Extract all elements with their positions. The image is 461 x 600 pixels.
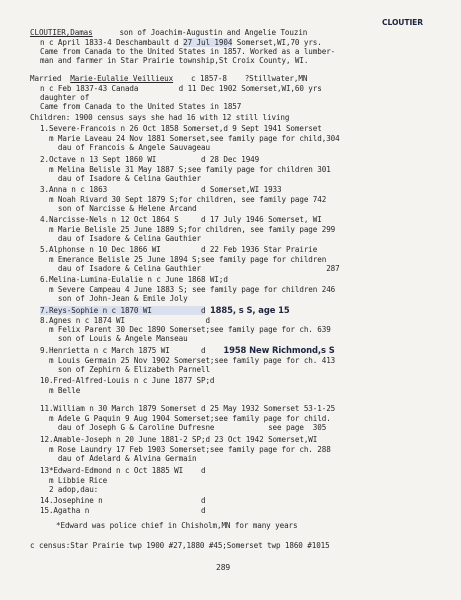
spouse-birth-death: n c Feb 1837-43 Canada d 11 Dec 1902 Somerset,WI,60 yrs [40, 84, 322, 93]
child-6-marriage: m Severe Campeau 4 June 1883 S; see family page for children 246 [40, 285, 336, 294]
child-5-line: 5.Alphonse n 10 Dec 1866 WI d 22 Feb 1936 Star Prairie [40, 245, 318, 254]
child-14-line: 14.Josephine n d [40, 496, 206, 505]
child-2-spouse-parents: dau of Isadore & Celina Gauthier [40, 174, 201, 183]
child-13-marriage: m Libbie Rice [40, 476, 108, 485]
child-6-spouse-parents: son of John-Jean & Emile Joly [40, 294, 188, 303]
head-name: CLOUTIER,Damas [30, 28, 93, 37]
child-8-line: 8.Agnes n c 1874 WI d [40, 316, 210, 325]
surname-tag: CLOUTIER [382, 18, 424, 27]
head-occupation: man and farmer in Star Prairie township,St Croix County, WI. [40, 56, 309, 65]
handwritten-child-7-note: 1885, s S, age 15 [209, 305, 290, 315]
spouse-name: Marie-Eulalie Veillieux [70, 74, 174, 83]
child-12-line: 12.Amable-Joseph n 20 June 1881-2 SP;d 23 Oct 1942 Somerset,WI [40, 435, 318, 444]
child-2-line: 2.Octave n 13 Sept 1860 WI d 28 Dec 1949 [40, 155, 260, 164]
child-1-marriage: m Marie Laveau 24 Nov 1881 Somerset,see family page for child,304 [40, 134, 340, 143]
child-4-spouse-parents: dau of Isadore & Celina Gauthier [40, 234, 201, 243]
child-4-marriage: m Marie Belisle 25 June 1889 S;for children, see family page 299 [40, 225, 336, 234]
child-1-spouse-parents: dau of Francois & Angele Sauvageau [40, 143, 210, 152]
child-12-marriage: m Rose Laundry 17 Feb 1903 Somerset;see family page for ch. 288 [40, 445, 331, 454]
child-4-line: 4.Narcisse-Nels n 12 Oct 1864 S d 17 July 1946 Somerset, WI [40, 215, 322, 224]
head-parents: son of Joachim-Augustin and Angelie Touzin [119, 28, 308, 37]
handwritten-child-9-note: 1958 New Richmond,s S [223, 345, 335, 355]
child-5-marriage: m Emerance Belisle 25 June 1894 S;see family page for children [40, 255, 327, 264]
child-11-line: 11.William n 30 March 1879 Somerset d 25 May 1932 Somerset 53-1-25 [40, 404, 336, 413]
child-12-spouse-parents: dau of Adelard & Alvina Germain [40, 454, 197, 463]
child-1-line: 1.Severe-Francois n 26 Oct 1858 Somerset,d 9 Sept 1941 Somerset [40, 124, 322, 133]
children-intro: Children: 1900 census says she had 16 with 12 still living [30, 113, 290, 122]
child-6-line: 6.Melina-Lumina-Eulalie n c June 1868 WI;d [40, 275, 228, 284]
child-15-line: 15.Agatha n d [40, 506, 206, 515]
child-3-marriage: m Noah Rivard 30 Sept 1879 S;for children, see family page 742 [40, 195, 327, 204]
child-8-marriage: m Felix Parent 30 Dec 1890 Somerset;see family page for ch. 639 [40, 325, 331, 334]
child-13-adoption: 2 adop,dau: [40, 485, 99, 494]
child-9-spouse-parents: son of Zephirn & Elizabeth Parnell [40, 365, 210, 374]
spouse-immigration: Came from Canada to the United States in 1857 [40, 102, 242, 111]
child-11-marriage: m Adele G Paquin 9 Aug 1904 Somerset;see family page for child. [40, 414, 331, 423]
page-number: 289 [216, 563, 231, 572]
child-3-spouse-parents: son of Narcisse & Helene Arcand [40, 204, 197, 213]
child-5-spouse-parents: dau of Isadore & Celina Gauthier 287 [40, 264, 340, 273]
head-immigration: Came from Canada to the United States in 1857. Worked as a lumber- [40, 47, 336, 56]
child-9-line: 9.Henrietta n c March 1875 WI d 1958 New Richmond,s S [40, 345, 335, 355]
census-line: c census:Star Prairie twp 1900 #27,1880 #45;Somerset twp 1860 #1015 [30, 541, 330, 550]
child-8-spouse-parents: son of Louis & Angele Manseau [40, 334, 188, 343]
spouse-parents: daughter of [40, 93, 90, 102]
child-7-line: 7.Reys-Sophie n c 1870 WI d 1885, s S, age 15 [40, 305, 290, 315]
child-10-marriage: m Belle [40, 386, 81, 395]
head-birth-death: n c April 1833-4 Deschambault d 27 Jul 1904 Somerset,WI,70 yrs. [40, 38, 322, 47]
child-2-marriage: m Melina Belisle 31 May 1887 S;see family page for children 301 [40, 165, 331, 174]
marriage-line: Married Marie-Eulalie Veillieux c 1857-8 ?Stillwater,MN [30, 74, 308, 83]
head-of-family-line [30, 28, 307, 37]
footnote: *Edward was police chief in Chisholm,MN for many years [56, 521, 298, 530]
child-10-line: 10.Fred-Alfred-Louis n c June 1877 SP;d [40, 376, 215, 385]
child-11-spouse-parents: dau of Joseph G & Caroline Dufresne see page 305 [40, 423, 327, 432]
child-3-line: 3.Anna n c 1863 d Somerset,WI 1933 [40, 185, 282, 194]
child-13-line: 13*Edward-Edmond n c Oct 1885 WI d [40, 466, 206, 475]
child-9-marriage: m Louis Germain 25 Nov 1902 Somerset;see family page for ch. 413 [40, 356, 336, 365]
handwritten-death-date: 27 Jul 1904 [183, 38, 233, 47]
